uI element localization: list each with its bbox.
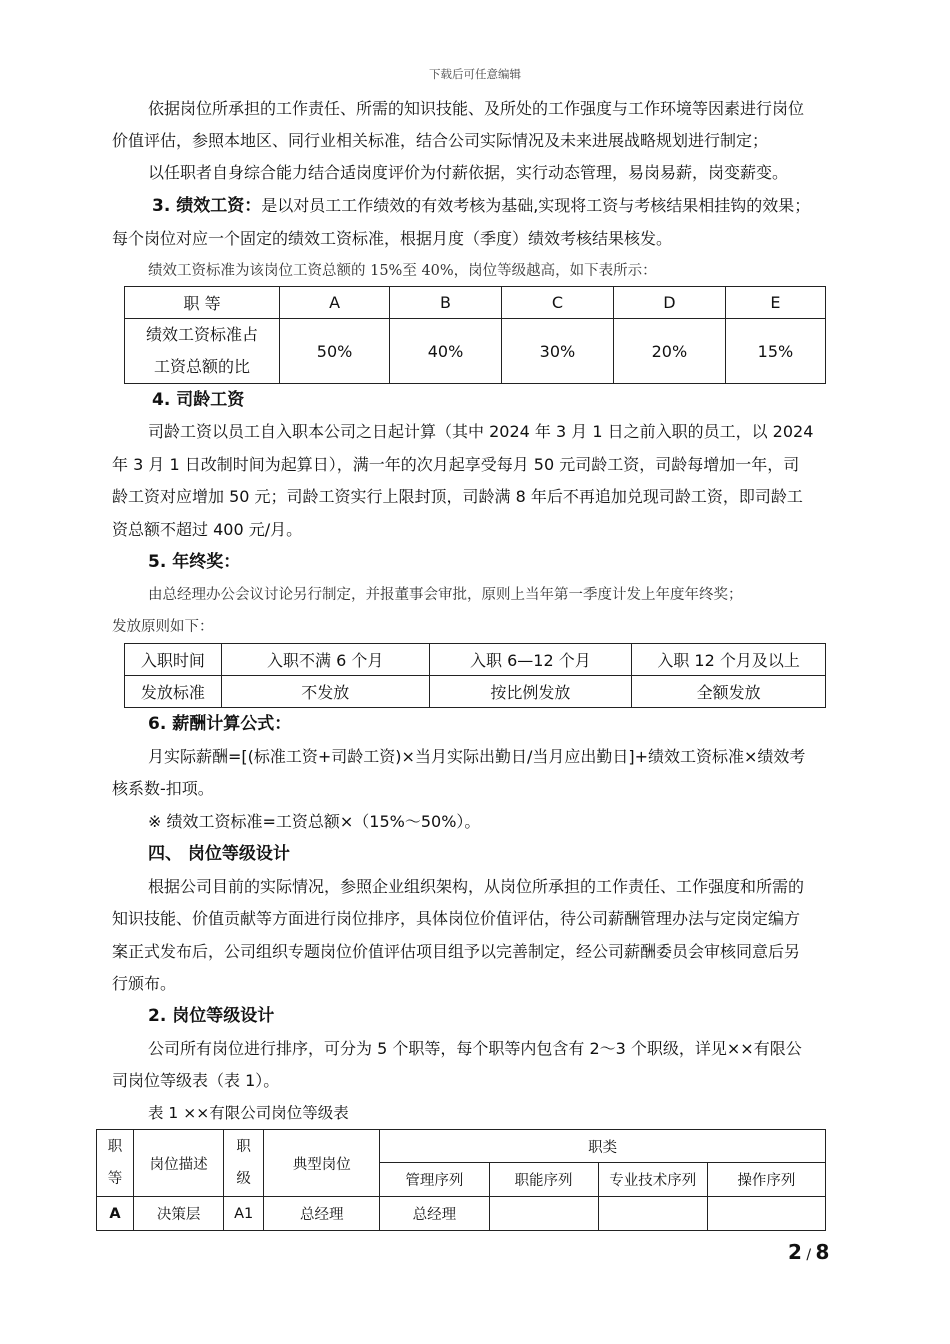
level-header-line: 级	[236, 1171, 251, 1187]
row-label-line: 绩效工资标准占	[146, 325, 259, 344]
table-header-cell: 职 等	[125, 287, 280, 319]
bonus-cell: 按比例发放	[429, 676, 632, 708]
paragraph-line: 月实际薪酬=[(标准工资+司龄工资)×当月实际出勤日/当月应出勤日]+绩效工资标准×绩效考	[148, 747, 806, 766]
paragraph-line: 每个岗位对应一个固定的绩效工资标准，根据月度（季度）绩效考核结果核发。	[112, 229, 673, 248]
row-label-line: 工资总额的比	[154, 357, 251, 376]
paragraph-line: 价值评估，参照本地区、同行业相关标准，结合公司实际情况及未来进展战略规划进行制定；	[112, 131, 769, 150]
position-grade-table	[96, 1129, 826, 1231]
chapter-4-title: 四、 岗位等级设计	[148, 844, 290, 864]
paragraph-line: 资总额不超过 400 元/月。	[112, 520, 303, 539]
mgmt-header: 管理序列	[380, 1163, 489, 1197]
value-cell: 20%	[613, 319, 725, 384]
typical-header: 典型岗位	[264, 1130, 380, 1197]
grade-cell: E	[725, 287, 825, 319]
paragraph-line: 公司所有岗位进行排序，可分为 5 个职等，每个职等内包含有 2～3 个职级，详见××有限公	[148, 1039, 802, 1058]
paragraph-line: 龄工资对应增加 50 元；司龄工资实行上限封顶，司龄满 8 年后不再追加兑现司龄工资，即司龄工	[112, 487, 803, 506]
section-5-title: 5. 年终奖：	[148, 552, 241, 572]
bonus-cell: 入职 12 个月及以上	[632, 644, 826, 676]
grade-cell: B	[390, 287, 502, 319]
value-cell: 40%	[390, 319, 502, 384]
table-cell-tech	[598, 1197, 707, 1231]
table-cell-oper	[707, 1197, 825, 1231]
table-cell-mgmt: 总经理	[380, 1197, 489, 1231]
paragraph-line: 以任职者自身综合能力结合适岗度评价为付薪依据，实行动态管理，易岗易薪，岗变薪变。	[148, 163, 789, 182]
desc-header: 岗位描述	[134, 1130, 224, 1197]
grade-cell: A	[280, 287, 390, 319]
table-cell-typical: 总经理	[264, 1197, 380, 1231]
paragraph-note: 绩效工资标准为该岗位工资总额的 15%至 40%，岗位等级越高，如下表所示：	[148, 263, 657, 279]
table-cell-desc: 决策层	[134, 1197, 224, 1231]
page-total: 8	[815, 1240, 830, 1264]
tech-header: 专业技术序列	[598, 1163, 707, 1197]
paragraph-line: 核系数-扣项。	[112, 779, 214, 798]
grade-header-line: 职	[107, 1139, 123, 1155]
value-cell: 50%	[280, 319, 390, 384]
bonus-cell: 全额发放	[632, 676, 826, 708]
paragraph-line: 司龄工资以员工自入职本公司之日起计算（其中 2024 年 3 月 1 日之前入职的员工，以 2024	[148, 422, 814, 441]
bonus-cell: 入职不满 6 个月	[221, 644, 429, 676]
table-cell-grade: A	[97, 1197, 134, 1231]
table-cell-func	[489, 1197, 598, 1231]
func-header: 职能序列	[489, 1163, 598, 1197]
section-3-title: 3. 绩效工资：	[152, 196, 262, 216]
bonus-cell: 发放标准	[125, 676, 222, 708]
page-separator: /	[801, 1247, 816, 1263]
paragraph-line: 案正式发布后，公司组织专题岗位价值评估项目组予以完善制定，经公司薪酬委员会审核同意后另	[112, 942, 801, 961]
table-cell-level: A1	[224, 1197, 264, 1231]
paragraph-line: 知识技能、价值贡献等方面进行岗位排序，具体岗位价值评估，待公司薪酬管理办法与定岗定编方	[112, 909, 801, 928]
paragraph-line: 由总经理办公会议讨论另行制定，并报董事会审批，原则上当年第一季度计发上年度年终奖；	[148, 587, 743, 603]
section-3-text: 是以对员工工作绩效的有效考核为基础,实现将工资与考核结果相挂钩的效果；	[261, 196, 811, 215]
grade-cell: D	[613, 287, 725, 319]
formula-note: ※ 绩效工资标准=工资总额×（15%～50%）。	[148, 812, 481, 831]
grade-header	[97, 1130, 134, 1197]
paragraph-line: 依据岗位所承担的工作责任、所需的知识技能、及所处的工作强度与工作环境等因素进行岗位	[148, 99, 805, 118]
section-6-title: 6. 薪酬计算公式：	[148, 714, 292, 734]
bonus-cell: 入职时间	[125, 644, 222, 676]
paragraph-line: 根据公司目前的实际情况，参照企业组织架构，从岗位所承担的工作责任、工作强度和所需的	[148, 877, 805, 896]
paragraph-line: 年 3 月 1 日改制时间为起算日），满一年的次月起享受每月 50 元司龄工资，司龄每增加一年，司	[112, 455, 800, 474]
paragraph-line: 行颁布。	[112, 974, 177, 993]
paragraph-line: 司岗位等级表（表 1）。	[112, 1071, 280, 1090]
table-caption: 表 1 ××有限公司岗位等级表	[148, 1104, 349, 1122]
value-cell: 15%	[725, 319, 825, 384]
bonus-cell: 入职 6—12 个月	[429, 644, 632, 676]
grade-cell: C	[501, 287, 613, 319]
page-number	[788, 1240, 829, 1264]
performance-pay-table	[124, 286, 826, 384]
bonus-table	[124, 643, 826, 708]
section-4-title: 4. 司龄工资	[152, 390, 245, 410]
page-header: 下载后可任意编辑	[429, 67, 521, 81]
paragraph-line: 发放原则如下：	[112, 619, 214, 635]
bonus-cell: 不发放	[221, 676, 429, 708]
category-header: 职类	[380, 1130, 826, 1163]
row-label-cell	[125, 319, 280, 384]
page-current: 2	[788, 1240, 802, 1264]
grade-header-line: 等	[107, 1171, 123, 1187]
subsection-2-title: 2. 岗位等级设计	[148, 1006, 275, 1026]
level-header-line: 职	[236, 1139, 251, 1155]
section-3-line	[152, 195, 810, 217]
oper-header: 操作序列	[707, 1163, 825, 1197]
level-header	[224, 1130, 264, 1197]
value-cell: 30%	[501, 319, 613, 384]
